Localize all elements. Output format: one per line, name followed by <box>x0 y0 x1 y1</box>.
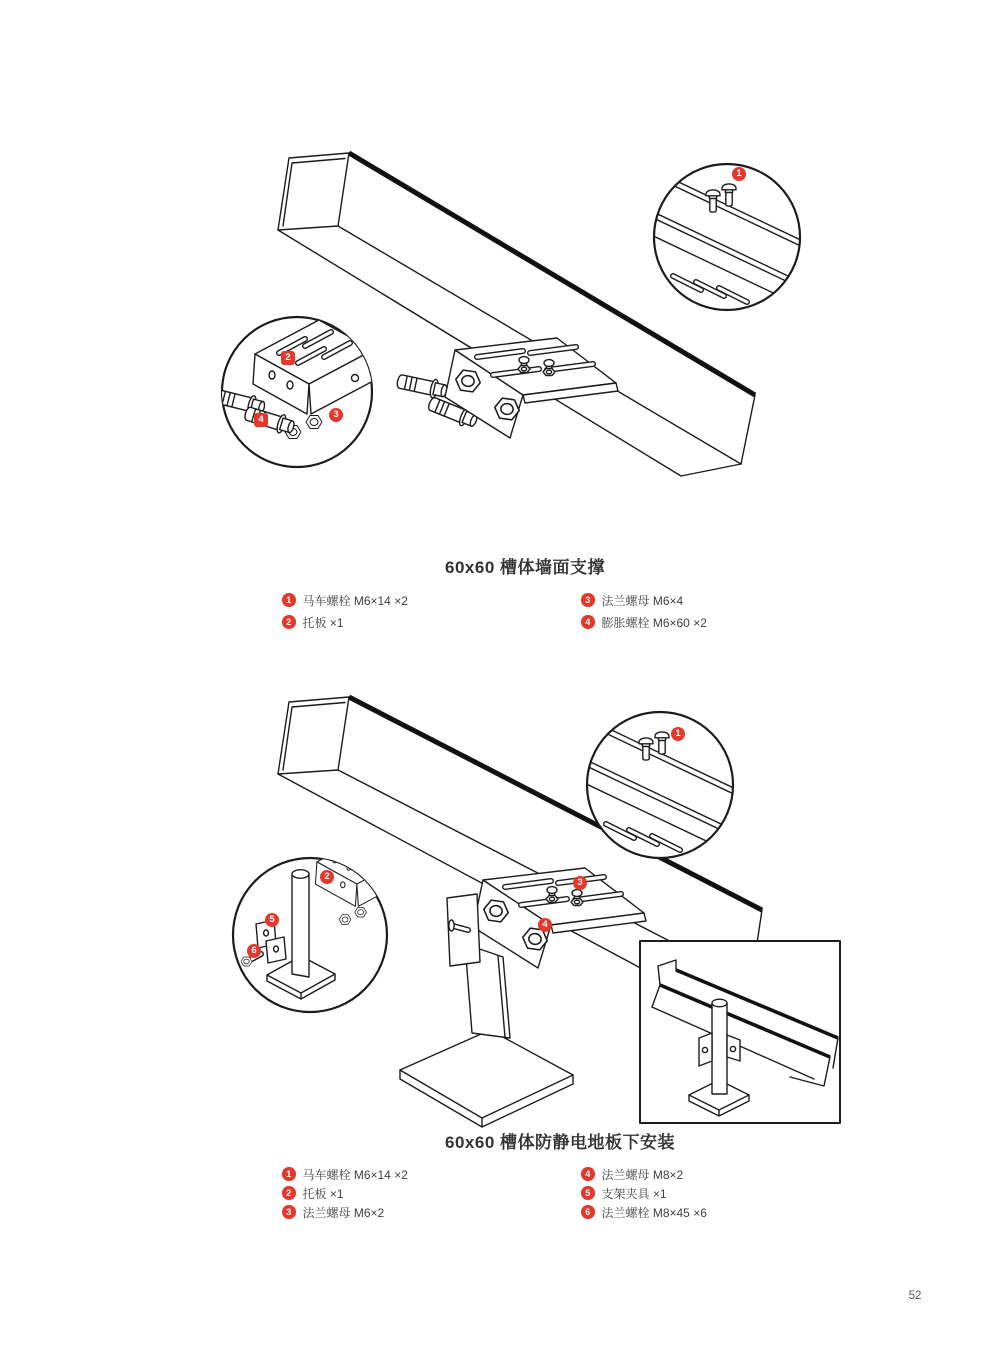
callout-4: 4 <box>254 413 268 427</box>
legend-label: 马车螺栓 M6×14 ×2 <box>302 1167 408 1182</box>
callout-3: 3 <box>573 876 587 890</box>
legend-badge: 4 <box>581 1167 595 1181</box>
legend-badge: 3 <box>581 593 595 607</box>
legend-column-left <box>282 1167 408 1219</box>
legend-badge: 1 <box>282 1167 296 1181</box>
legend-badge: 2 <box>282 615 296 629</box>
inset-overview-box <box>640 941 840 1123</box>
legend-column-right <box>581 1167 707 1219</box>
diagram-title-floor-mount: 60x60 槽体防静电地板下安装 <box>445 1133 675 1152</box>
legend-badge: 4 <box>581 615 595 629</box>
legend-label: 托板 ×1 <box>302 615 344 630</box>
legend-item <box>282 1186 408 1200</box>
legend-item <box>282 1167 408 1181</box>
legend-label: 托板 ×1 <box>302 1186 344 1201</box>
legend-item <box>282 593 408 607</box>
legend-badge: 1 <box>282 593 296 607</box>
callout-4: 4 <box>538 918 552 932</box>
callout-6: 6 <box>247 944 261 958</box>
detail-circle-tray-bolts <box>647 164 807 310</box>
floor-mount-diagram <box>233 697 840 1127</box>
floor-stand-assembly <box>400 868 646 1127</box>
legend-item <box>581 1167 707 1181</box>
legend-label: 法兰螺母 M8×2 <box>601 1167 684 1182</box>
legend-badge: 3 <box>282 1205 296 1219</box>
page-number: 52 <box>908 1290 922 1302</box>
legend-label: 马车螺栓 M6×14 ×2 <box>302 593 408 608</box>
legend-column-left <box>282 593 408 629</box>
legend-label: 支架夹具 ×1 <box>601 1186 667 1201</box>
legend-badge: 2 <box>282 1186 296 1200</box>
legend-label: 膨胀螺栓 M6×60 ×2 <box>601 615 707 630</box>
legend-item <box>282 615 408 629</box>
legend-badge: 5 <box>581 1186 595 1200</box>
detail-circle-bracket-parts <box>213 317 375 467</box>
legend-label: 法兰螺母 M6×4 <box>601 593 684 608</box>
wall-bracket-assembly <box>396 338 618 438</box>
diagram-title-wall-mount: 60x60 槽体墙面支撑 <box>445 558 605 577</box>
callout-1: 1 <box>671 727 685 741</box>
legend-column-right <box>581 593 707 629</box>
legend-label: 法兰螺栓 M8×45 ×6 <box>601 1205 707 1220</box>
callout-5: 5 <box>265 913 279 927</box>
legend-item <box>581 593 707 607</box>
legend-item <box>581 615 707 629</box>
detail-circle-stand-parts <box>233 837 406 1012</box>
callout-1: 1 <box>732 167 746 181</box>
wall-mount-diagram <box>213 153 807 476</box>
legend-badge: 6 <box>581 1205 595 1219</box>
callout-2: 2 <box>320 870 334 884</box>
legend-item <box>282 1205 408 1219</box>
detail-circle-tray-bolts <box>580 712 740 858</box>
callout-3: 3 <box>329 408 343 422</box>
callout-2: 2 <box>281 351 295 365</box>
legend-item <box>581 1205 707 1219</box>
legend-label: 法兰螺母 M6×2 <box>302 1205 385 1220</box>
legend-item <box>581 1186 707 1200</box>
